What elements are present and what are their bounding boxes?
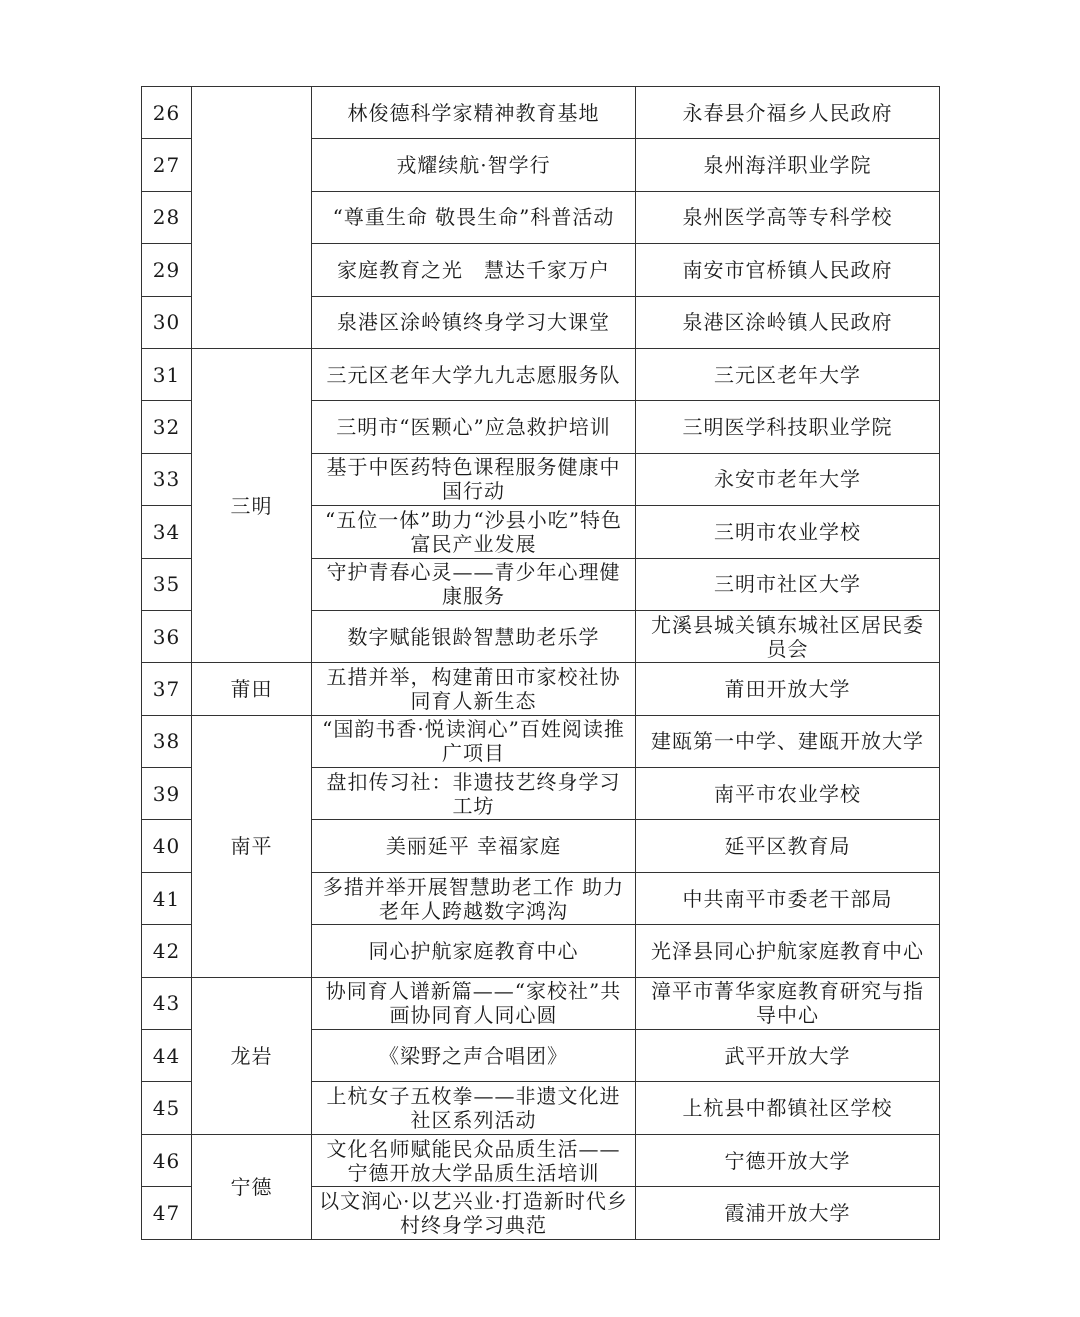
organization-cell: 霞浦开放大学 (636, 1187, 940, 1239)
row-number: 34 (142, 506, 192, 558)
project-name-cell: 同心护航家庭教育中心 (312, 925, 636, 977)
row-number: 35 (142, 558, 192, 610)
project-name-cell: 守护青春心灵——青少年心理健康服务 (312, 558, 636, 610)
organization-cell: 武平开放大学 (636, 1030, 940, 1082)
region-cell: 莆田 (192, 663, 312, 715)
project-name-cell: 五措并举，构建莆田市家校社协同育人新生态 (312, 663, 636, 715)
project-name-cell: 协同育人谱新篇——“家校社”共画协同育人同心圆 (312, 977, 636, 1029)
table-row (142, 1134, 940, 1186)
table-row (142, 348, 940, 400)
row-number: 40 (142, 820, 192, 872)
project-name-cell: “国韵书香·悦读润心”百姓阅读推广项目 (312, 715, 636, 767)
row-number: 27 (142, 139, 192, 191)
organization-cell: 三元区老年大学 (636, 348, 940, 400)
project-name-cell: 三元区老年大学九九志愿服务队 (312, 348, 636, 400)
organization-cell: 三明市社区大学 (636, 558, 940, 610)
project-name-cell: 三明市“医颗心”应急救护培训 (312, 401, 636, 453)
row-number: 28 (142, 191, 192, 243)
project-name-cell: 多措并举开展智慧助老工作 助力老年人跨越数字鸿沟 (312, 872, 636, 924)
row-number: 36 (142, 610, 192, 662)
organization-cell: 上杭县中都镇社区学校 (636, 1082, 940, 1134)
row-number: 39 (142, 768, 192, 820)
table-row (142, 977, 940, 1029)
row-number: 42 (142, 925, 192, 977)
row-number: 29 (142, 244, 192, 296)
organization-cell: 三明医学科技职业学院 (636, 401, 940, 453)
organization-cell: 永春县介福乡人民政府 (636, 87, 940, 139)
region-cell: 龙岩 (192, 977, 312, 1134)
organization-cell: 漳平市菁华家庭教育研究与指导中心 (636, 977, 940, 1029)
table-row (142, 87, 940, 139)
organization-cell: 南安市官桥镇人民政府 (636, 244, 940, 296)
project-name-cell: 家庭教育之光 慧达千家万户 (312, 244, 636, 296)
project-name-cell: 盘扣传习社：非遗技艺终身学习工坊 (312, 768, 636, 820)
organization-cell: 光泽县同心护航家庭教育中心 (636, 925, 940, 977)
organization-cell: 建瓯第一中学、建瓯开放大学 (636, 715, 940, 767)
project-name-cell: 《梁野之声合唱团》 (312, 1030, 636, 1082)
region-cell: 南平 (192, 715, 312, 977)
organization-cell: 中共南平市委老干部局 (636, 872, 940, 924)
organization-cell: 泉州医学高等专科学校 (636, 191, 940, 243)
row-number: 37 (142, 663, 192, 715)
project-name-cell: 基于中医药特色课程服务健康中国行动 (312, 453, 636, 505)
region-cell: 三明 (192, 348, 312, 662)
row-number: 26 (142, 87, 192, 139)
project-name-cell: 泉港区涂岭镇终身学习大课堂 (312, 296, 636, 348)
region-cell: 宁德 (192, 1134, 312, 1239)
project-name-cell: 上杭女子五枚拳——非遗文化进社区系列活动 (312, 1082, 636, 1134)
row-number: 41 (142, 872, 192, 924)
project-name-cell: 数字赋能银龄智慧助老乐学 (312, 610, 636, 662)
row-number: 46 (142, 1134, 192, 1186)
project-name-cell: 戎耀续航·智学行 (312, 139, 636, 191)
organization-cell: 泉港区涂岭镇人民政府 (636, 296, 940, 348)
organization-cell: 三明市农业学校 (636, 506, 940, 558)
project-name-cell: 以文润心·以艺兴业·打造新时代乡村终身学习典范 (312, 1187, 636, 1239)
region-cell (192, 87, 312, 349)
data-table (141, 86, 940, 1240)
organization-cell: 尤溪县城关镇东城社区居民委员会 (636, 610, 940, 662)
row-number: 33 (142, 453, 192, 505)
project-name-cell: “五位一体”助力“沙县小吃”特色富民产业发展 (312, 506, 636, 558)
row-number: 47 (142, 1187, 192, 1239)
organization-cell: 泉州海洋职业学院 (636, 139, 940, 191)
organization-cell: 宁德开放大学 (636, 1134, 940, 1186)
row-number: 31 (142, 348, 192, 400)
table-body (142, 87, 940, 1240)
organization-cell: 延平区教育局 (636, 820, 940, 872)
project-name-cell: 林俊德科学家精神教育基地 (312, 87, 636, 139)
table-row (142, 663, 940, 715)
row-number: 45 (142, 1082, 192, 1134)
organization-cell: 莆田开放大学 (636, 663, 940, 715)
project-name-cell: “尊重生命 敬畏生命”科普活动 (312, 191, 636, 243)
row-number: 30 (142, 296, 192, 348)
project-name-cell: 美丽延平 幸福家庭 (312, 820, 636, 872)
table-row (142, 715, 940, 767)
row-number: 44 (142, 1030, 192, 1082)
row-number: 38 (142, 715, 192, 767)
organization-cell: 永安市老年大学 (636, 453, 940, 505)
row-number: 32 (142, 401, 192, 453)
project-name-cell: 文化名师赋能民众品质生活——宁德开放大学品质生活培训 (312, 1134, 636, 1186)
row-number: 43 (142, 977, 192, 1029)
organization-cell: 南平市农业学校 (636, 768, 940, 820)
